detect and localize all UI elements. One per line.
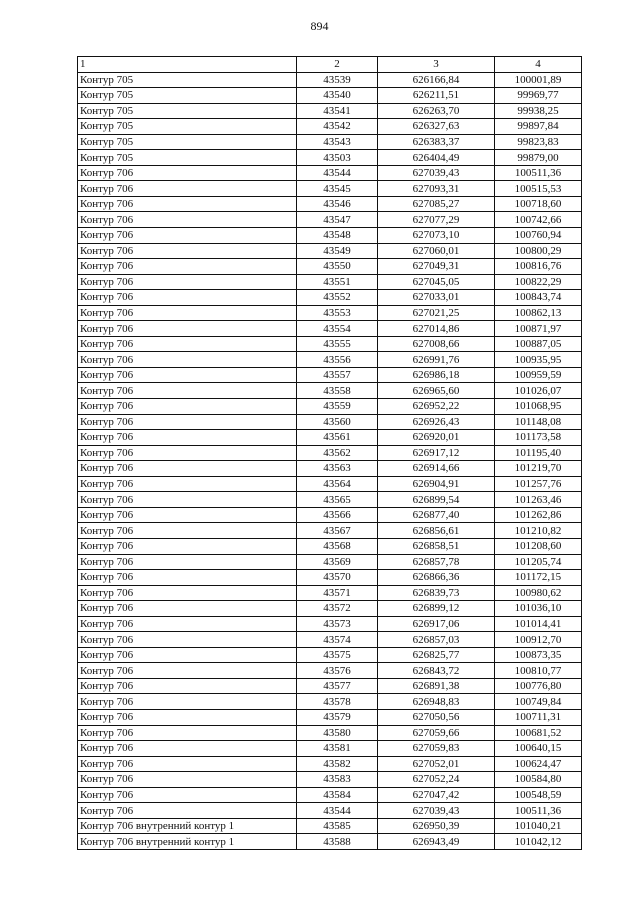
contour-name-cell: Контур 706 xyxy=(78,803,297,819)
table-row xyxy=(78,663,582,679)
y-coordinate-cell: 101148,08 xyxy=(495,414,582,430)
table-row xyxy=(78,492,582,508)
table-row xyxy=(78,476,582,492)
contour-name-cell: Контур 706 xyxy=(78,709,297,725)
contour-name-cell: Контур 706 xyxy=(78,305,297,321)
table-row xyxy=(78,538,582,554)
contour-name-cell: Контур 706 xyxy=(78,772,297,788)
contour-name-cell: Контур 706 xyxy=(78,538,297,554)
y-coordinate-cell: 99897,84 xyxy=(495,119,582,135)
x-coordinate-cell: 627021,25 xyxy=(378,305,495,321)
contour-name-cell: Контур 706 xyxy=(78,414,297,430)
y-coordinate-cell: 99938,25 xyxy=(495,103,582,119)
point-number-cell: 43585 xyxy=(297,818,378,834)
x-coordinate-cell: 626914,66 xyxy=(378,461,495,477)
table-row xyxy=(78,772,582,788)
contour-name-cell: Контур 706 xyxy=(78,243,297,259)
y-coordinate-cell: 101205,74 xyxy=(495,554,582,570)
x-coordinate-cell: 626950,39 xyxy=(378,818,495,834)
table-row xyxy=(78,196,582,212)
x-coordinate-cell: 626899,12 xyxy=(378,601,495,617)
contour-name-cell: Контур 706 xyxy=(78,725,297,741)
point-number-cell: 43557 xyxy=(297,367,378,383)
x-coordinate-cell: 626917,12 xyxy=(378,445,495,461)
contour-name-cell: Контур 706 xyxy=(78,476,297,492)
x-coordinate-cell: 627039,43 xyxy=(378,165,495,181)
contour-name-cell: Контур 706 xyxy=(78,492,297,508)
y-coordinate-cell: 100718,60 xyxy=(495,196,582,212)
table-row xyxy=(78,507,582,523)
table-row xyxy=(78,709,582,725)
y-coordinate-cell: 100776,80 xyxy=(495,678,582,694)
point-number-cell: 43544 xyxy=(297,803,378,819)
y-coordinate-cell: 99823,83 xyxy=(495,134,582,150)
y-coordinate-cell: 100760,94 xyxy=(495,228,582,244)
table-row xyxy=(78,228,582,244)
y-coordinate-cell: 100711,31 xyxy=(495,709,582,725)
coordinates-table xyxy=(77,56,582,850)
x-coordinate-cell: 626904,91 xyxy=(378,476,495,492)
table-row xyxy=(78,554,582,570)
contour-name-cell: Контур 706 xyxy=(78,430,297,446)
table-row xyxy=(78,647,582,663)
x-coordinate-cell: 626877,40 xyxy=(378,507,495,523)
x-coordinate-cell: 626825,77 xyxy=(378,647,495,663)
table-row xyxy=(78,367,582,383)
point-number-cell: 43580 xyxy=(297,725,378,741)
contour-name-cell: Контур 705 xyxy=(78,88,297,104)
contour-name-cell: Контур 705 xyxy=(78,72,297,88)
table-body xyxy=(78,72,582,849)
x-coordinate-cell: 626948,83 xyxy=(378,694,495,710)
y-coordinate-cell: 100001,89 xyxy=(495,72,582,88)
table-row xyxy=(78,445,582,461)
contour-name-cell: Контур 706 xyxy=(78,663,297,679)
x-coordinate-cell: 626943,49 xyxy=(378,834,495,850)
point-number-cell: 43547 xyxy=(297,212,378,228)
table-row xyxy=(78,616,582,632)
table-row xyxy=(78,383,582,399)
table-row xyxy=(78,336,582,352)
table-row xyxy=(78,678,582,694)
contour-name-cell: Контур 705 xyxy=(78,103,297,119)
x-coordinate-cell: 627014,86 xyxy=(378,321,495,337)
y-coordinate-cell: 100624,47 xyxy=(495,756,582,772)
y-coordinate-cell: 100822,29 xyxy=(495,274,582,290)
table-row xyxy=(78,399,582,415)
point-number-cell: 43561 xyxy=(297,430,378,446)
x-coordinate-cell: 627073,10 xyxy=(378,228,495,244)
point-number-cell: 43549 xyxy=(297,243,378,259)
table-row xyxy=(78,243,582,259)
x-coordinate-cell: 627093,31 xyxy=(378,181,495,197)
contour-name-cell: Контур 706 xyxy=(78,756,297,772)
point-number-cell: 43552 xyxy=(297,290,378,306)
contour-name-cell: Контур 706 xyxy=(78,570,297,586)
x-coordinate-cell: 627033,01 xyxy=(378,290,495,306)
y-coordinate-cell: 100816,76 xyxy=(495,259,582,275)
table-row xyxy=(78,741,582,757)
y-coordinate-cell: 100843,74 xyxy=(495,290,582,306)
y-coordinate-cell: 101026,07 xyxy=(495,383,582,399)
point-number-cell: 43569 xyxy=(297,554,378,570)
x-coordinate-cell: 626965,60 xyxy=(378,383,495,399)
y-coordinate-cell: 100912,70 xyxy=(495,632,582,648)
point-number-cell: 43503 xyxy=(297,150,378,166)
table-row xyxy=(78,803,582,819)
y-coordinate-cell: 100515,53 xyxy=(495,181,582,197)
contour-name-cell: Контур 705 xyxy=(78,119,297,135)
table-row xyxy=(78,212,582,228)
table-row xyxy=(78,305,582,321)
x-coordinate-cell: 626327,63 xyxy=(378,119,495,135)
y-coordinate-cell: 100749,84 xyxy=(495,694,582,710)
table-row xyxy=(78,119,582,135)
point-number-cell: 43578 xyxy=(297,694,378,710)
x-coordinate-cell: 627049,31 xyxy=(378,259,495,275)
y-coordinate-cell: 100584,80 xyxy=(495,772,582,788)
contour-name-cell: Контур 706 xyxy=(78,647,297,663)
y-coordinate-cell: 101173,58 xyxy=(495,430,582,446)
table-row xyxy=(78,461,582,477)
y-coordinate-cell: 100511,36 xyxy=(495,165,582,181)
table-row xyxy=(78,88,582,104)
y-coordinate-cell: 99969,77 xyxy=(495,88,582,104)
table-row xyxy=(78,523,582,539)
y-coordinate-cell: 101257,76 xyxy=(495,476,582,492)
point-number-cell: 43563 xyxy=(297,461,378,477)
table-header-row xyxy=(78,57,582,73)
contour-name-cell: Контур 706 xyxy=(78,616,297,632)
point-number-cell: 43548 xyxy=(297,228,378,244)
y-coordinate-cell: 100871,97 xyxy=(495,321,582,337)
table-row xyxy=(78,274,582,290)
contour-name-cell: Контур 706 xyxy=(78,321,297,337)
contour-name-cell: Контур 706 внутренний контур 1 xyxy=(78,834,297,850)
contour-name-cell: Контур 706 xyxy=(78,523,297,539)
x-coordinate-cell: 626891,38 xyxy=(378,678,495,694)
y-coordinate-cell: 101172,15 xyxy=(495,570,582,586)
contour-name-cell: Контур 706 xyxy=(78,632,297,648)
contour-name-cell: Контур 706 xyxy=(78,336,297,352)
x-coordinate-cell: 626991,76 xyxy=(378,352,495,368)
contour-name-cell: Контур 705 xyxy=(78,134,297,150)
point-number-cell: 43571 xyxy=(297,585,378,601)
y-coordinate-cell: 99879,00 xyxy=(495,150,582,166)
table-row xyxy=(78,72,582,88)
point-number-cell: 43554 xyxy=(297,321,378,337)
table-row xyxy=(78,756,582,772)
contour-name-cell: Контур 706 xyxy=(78,196,297,212)
table-row xyxy=(78,165,582,181)
point-number-cell: 43575 xyxy=(297,647,378,663)
x-coordinate-cell: 626263,70 xyxy=(378,103,495,119)
table-row xyxy=(78,725,582,741)
column-header-1: 1 xyxy=(78,57,297,73)
point-number-cell: 43582 xyxy=(297,756,378,772)
x-coordinate-cell: 626383,37 xyxy=(378,134,495,150)
point-number-cell: 43573 xyxy=(297,616,378,632)
point-number-cell: 43546 xyxy=(297,196,378,212)
x-coordinate-cell: 626857,78 xyxy=(378,554,495,570)
table-row xyxy=(78,352,582,368)
x-coordinate-cell: 627050,56 xyxy=(378,709,495,725)
point-number-cell: 43574 xyxy=(297,632,378,648)
contour-name-cell: Контур 706 xyxy=(78,507,297,523)
point-number-cell: 43541 xyxy=(297,103,378,119)
table-row xyxy=(78,134,582,150)
x-coordinate-cell: 626926,43 xyxy=(378,414,495,430)
y-coordinate-cell: 101014,41 xyxy=(495,616,582,632)
y-coordinate-cell: 101210,82 xyxy=(495,523,582,539)
x-coordinate-cell: 626858,51 xyxy=(378,538,495,554)
x-coordinate-cell: 626166,84 xyxy=(378,72,495,88)
point-number-cell: 43583 xyxy=(297,772,378,788)
point-number-cell: 43576 xyxy=(297,663,378,679)
contour-name-cell: Контур 706 xyxy=(78,165,297,181)
point-number-cell: 43544 xyxy=(297,165,378,181)
x-coordinate-cell: 627052,01 xyxy=(378,756,495,772)
point-number-cell: 43540 xyxy=(297,88,378,104)
contour-name-cell: Контур 706 xyxy=(78,461,297,477)
point-number-cell: 43579 xyxy=(297,709,378,725)
x-coordinate-cell: 626986,18 xyxy=(378,367,495,383)
table-row xyxy=(78,103,582,119)
x-coordinate-cell: 627045,05 xyxy=(378,274,495,290)
table-row xyxy=(78,694,582,710)
y-coordinate-cell: 100511,36 xyxy=(495,803,582,819)
y-coordinate-cell: 101219,70 xyxy=(495,461,582,477)
contour-name-cell: Контур 706 xyxy=(78,274,297,290)
y-coordinate-cell: 100742,66 xyxy=(495,212,582,228)
x-coordinate-cell: 626857,03 xyxy=(378,632,495,648)
y-coordinate-cell: 101040,21 xyxy=(495,818,582,834)
point-number-cell: 43560 xyxy=(297,414,378,430)
point-number-cell: 43562 xyxy=(297,445,378,461)
contour-name-cell: Контур 706 xyxy=(78,678,297,694)
point-number-cell: 43539 xyxy=(297,72,378,88)
x-coordinate-cell: 627059,83 xyxy=(378,741,495,757)
x-coordinate-cell: 626866,36 xyxy=(378,570,495,586)
x-coordinate-cell: 627039,43 xyxy=(378,803,495,819)
y-coordinate-cell: 101195,40 xyxy=(495,445,582,461)
x-coordinate-cell: 627047,42 xyxy=(378,787,495,803)
x-coordinate-cell: 626952,22 xyxy=(378,399,495,415)
y-coordinate-cell: 100640,15 xyxy=(495,741,582,757)
contour-name-cell: Контур 706 xyxy=(78,554,297,570)
table-row xyxy=(78,430,582,446)
table-row xyxy=(78,570,582,586)
page-number: 894 xyxy=(310,19,329,33)
column-header-4: 4 xyxy=(495,57,582,73)
contour-name-cell: Контур 706 xyxy=(78,399,297,415)
contour-name-cell: Контур 706 xyxy=(78,181,297,197)
table-row xyxy=(78,585,582,601)
y-coordinate-cell: 100862,13 xyxy=(495,305,582,321)
contour-name-cell: Контур 706 xyxy=(78,585,297,601)
x-coordinate-cell: 626917,06 xyxy=(378,616,495,632)
y-coordinate-cell: 101262,86 xyxy=(495,507,582,523)
point-number-cell: 43564 xyxy=(297,476,378,492)
table-row xyxy=(78,290,582,306)
point-number-cell: 43565 xyxy=(297,492,378,508)
contour-name-cell: Контур 706 xyxy=(78,259,297,275)
table-row xyxy=(78,632,582,648)
table-row xyxy=(78,321,582,337)
table-row xyxy=(78,601,582,617)
contour-name-cell: Контур 706 xyxy=(78,212,297,228)
point-number-cell: 43584 xyxy=(297,787,378,803)
point-number-cell: 43559 xyxy=(297,399,378,415)
contour-name-cell: Контур 706 xyxy=(78,383,297,399)
contour-name-cell: Контур 705 xyxy=(78,150,297,166)
point-number-cell: 43551 xyxy=(297,274,378,290)
y-coordinate-cell: 100548,59 xyxy=(495,787,582,803)
contour-name-cell: Контур 706 xyxy=(78,367,297,383)
x-coordinate-cell: 627059,66 xyxy=(378,725,495,741)
contour-name-cell: Контур 706 xyxy=(78,694,297,710)
x-coordinate-cell: 627085,27 xyxy=(378,196,495,212)
table-row xyxy=(78,818,582,834)
x-coordinate-cell: 626839,73 xyxy=(378,585,495,601)
x-coordinate-cell: 626920,01 xyxy=(378,430,495,446)
point-number-cell: 43545 xyxy=(297,181,378,197)
contour-name-cell: Контур 706 xyxy=(78,290,297,306)
contour-name-cell: Контур 706 xyxy=(78,445,297,461)
column-header-3: 3 xyxy=(378,57,495,73)
y-coordinate-cell: 100800,29 xyxy=(495,243,582,259)
x-coordinate-cell: 626211,51 xyxy=(378,88,495,104)
x-coordinate-cell: 627060,01 xyxy=(378,243,495,259)
point-number-cell: 43556 xyxy=(297,352,378,368)
table-row xyxy=(78,787,582,803)
y-coordinate-cell: 100887,05 xyxy=(495,336,582,352)
table-row xyxy=(78,414,582,430)
point-number-cell: 43553 xyxy=(297,305,378,321)
column-header-2: 2 xyxy=(297,57,378,73)
y-coordinate-cell: 101208,60 xyxy=(495,538,582,554)
table-row xyxy=(78,181,582,197)
point-number-cell: 43543 xyxy=(297,134,378,150)
point-number-cell: 43588 xyxy=(297,834,378,850)
y-coordinate-cell: 100873,35 xyxy=(495,647,582,663)
contour-name-cell: Контур 706 xyxy=(78,741,297,757)
point-number-cell: 43542 xyxy=(297,119,378,135)
contour-name-cell: Контур 706 xyxy=(78,601,297,617)
contour-name-cell: Контур 706 xyxy=(78,352,297,368)
contour-name-cell: Контур 706 xyxy=(78,787,297,803)
y-coordinate-cell: 100959,59 xyxy=(495,367,582,383)
point-number-cell: 43555 xyxy=(297,336,378,352)
point-number-cell: 43572 xyxy=(297,601,378,617)
point-number-cell: 43570 xyxy=(297,570,378,586)
x-coordinate-cell: 627008,66 xyxy=(378,336,495,352)
table-row xyxy=(78,150,582,166)
y-coordinate-cell: 101068,95 xyxy=(495,399,582,415)
y-coordinate-cell: 100810,77 xyxy=(495,663,582,679)
x-coordinate-cell: 626404,49 xyxy=(378,150,495,166)
y-coordinate-cell: 101263,46 xyxy=(495,492,582,508)
x-coordinate-cell: 627077,29 xyxy=(378,212,495,228)
table-row xyxy=(78,834,582,850)
x-coordinate-cell: 626856,61 xyxy=(378,523,495,539)
point-number-cell: 43577 xyxy=(297,678,378,694)
point-number-cell: 43566 xyxy=(297,507,378,523)
y-coordinate-cell: 100935,95 xyxy=(495,352,582,368)
y-coordinate-cell: 101042,12 xyxy=(495,834,582,850)
x-coordinate-cell: 626899,54 xyxy=(378,492,495,508)
y-coordinate-cell: 101036,10 xyxy=(495,601,582,617)
table-row xyxy=(78,259,582,275)
x-coordinate-cell: 627052,24 xyxy=(378,772,495,788)
contour-name-cell: Контур 706 внутренний контур 1 xyxy=(78,818,297,834)
point-number-cell: 43567 xyxy=(297,523,378,539)
point-number-cell: 43558 xyxy=(297,383,378,399)
point-number-cell: 43568 xyxy=(297,538,378,554)
contour-name-cell: Контур 706 xyxy=(78,228,297,244)
y-coordinate-cell: 100980,62 xyxy=(495,585,582,601)
point-number-cell: 43581 xyxy=(297,741,378,757)
y-coordinate-cell: 100681,52 xyxy=(495,725,582,741)
point-number-cell: 43550 xyxy=(297,259,378,275)
x-coordinate-cell: 626843,72 xyxy=(378,663,495,679)
